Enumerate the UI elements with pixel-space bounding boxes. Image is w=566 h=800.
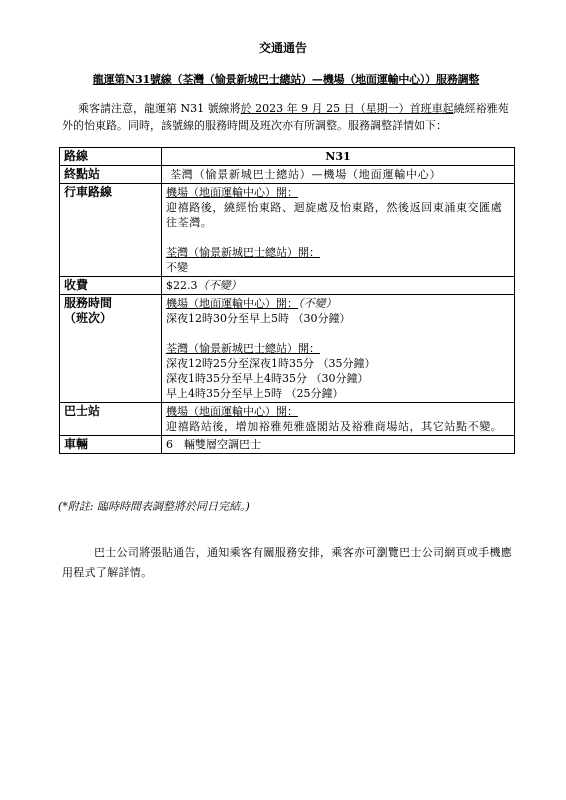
hours-dir1-line1: 深夜12時30分至早上5時 （30分鐘）: [166, 312, 351, 325]
stops-text: 迎禧路站後，增加裕雅苑雅盛閣站及裕雅商場站，其它站點不變。: [166, 420, 503, 433]
stops-label: 巴士站: [60, 403, 162, 436]
hours-dir2-line1: 深夜12時25分至深夜1時35分 （35分鐘）: [166, 357, 376, 370]
intro-effective-date: 於 2023 年 9 月 25 日（星期一）首班車起: [240, 102, 454, 115]
route-label: 路線: [60, 148, 162, 166]
hours-dir2-line3: 早上4時35分至早上5時 （25分鐘）: [166, 387, 344, 400]
vehicles-value: 6 輛雙層空調巴士: [162, 436, 515, 454]
route-value: N31: [162, 148, 515, 166]
hours-dir1-note: （不變）: [298, 297, 337, 310]
hours-label: 服務時間: [64, 296, 113, 310]
table-row-routing: [60, 184, 515, 277]
table-row-terminus: [60, 166, 515, 184]
routing-dir1-text: 迎禧路後，繞經怡東路、迴旋處及怡東路，然後返回東涌東交匯處往荃灣。: [166, 201, 503, 229]
footnote: (*附註: 臨時時間表調整將於同日完結。): [58, 500, 250, 513]
hours-dir2-heading: 荃灣（愉景新城巴士總站）開：: [166, 342, 320, 355]
terminus-label: 終點站: [60, 166, 162, 184]
intro-text-pre: 乘客請注意，龍運第 N31 號線將: [78, 102, 241, 115]
table-row-route: [60, 148, 515, 166]
service-adjustment-table: [59, 147, 515, 454]
hours-dir1-heading: 機場（地面運輸中心）開：: [166, 297, 298, 310]
table-row-vehicles: [60, 436, 515, 454]
notice-subtitle: 龍運第N31號線（荃灣（愉景新城巴士總站）—機場（地面運輸中心））服務調整: [92, 73, 480, 86]
stops-heading: 機場（地面運輸中心）開：: [166, 405, 298, 418]
closing-paragraph: 巴士公司將張貼通告，通知乘客有關服務安排，乘客亦可瀏覽巴士公司網頁或手機應用程式了解詳情。: [62, 546, 513, 579]
hours-label-cell: [60, 295, 162, 403]
fare-note: （不變）: [197, 279, 242, 292]
hours-dir2-line2: 深夜1時35分至早上4時35分 （30分鐘）: [166, 372, 369, 385]
hours-sub-label: （班次）: [64, 311, 113, 325]
fare-cell: [162, 277, 515, 295]
table-row-fare: [60, 277, 515, 295]
table-row-stops: [60, 403, 515, 436]
routing-cell: [162, 184, 515, 277]
hours-cell: [162, 295, 515, 403]
intro-paragraph: [62, 100, 518, 134]
intro-text-post: 繞經裕雅苑外的怡東路。同時，該號線的服務時間及班次亦有所調整。服務調整詳情如下：: [62, 102, 509, 132]
notice-title: 交通通告: [258, 41, 307, 55]
stops-cell: [162, 403, 515, 436]
fare-value: $22.3: [166, 279, 198, 292]
routing-label: 行車路線: [60, 184, 162, 277]
terminus-value: 荃灣（愉景新城巴士總站）—機場（地面運輸中心）: [162, 166, 515, 184]
routing-dir1-heading: 機場（地面運輸中心）開：: [166, 186, 298, 199]
vehicles-label: 車輛: [60, 436, 162, 454]
routing-dir2-heading: 荃灣（愉景新城巴士總站）開：: [166, 246, 320, 259]
table-row-hours: [60, 295, 515, 403]
fare-label: 收費: [60, 277, 162, 295]
routing-dir2-text: 不變: [166, 261, 188, 274]
